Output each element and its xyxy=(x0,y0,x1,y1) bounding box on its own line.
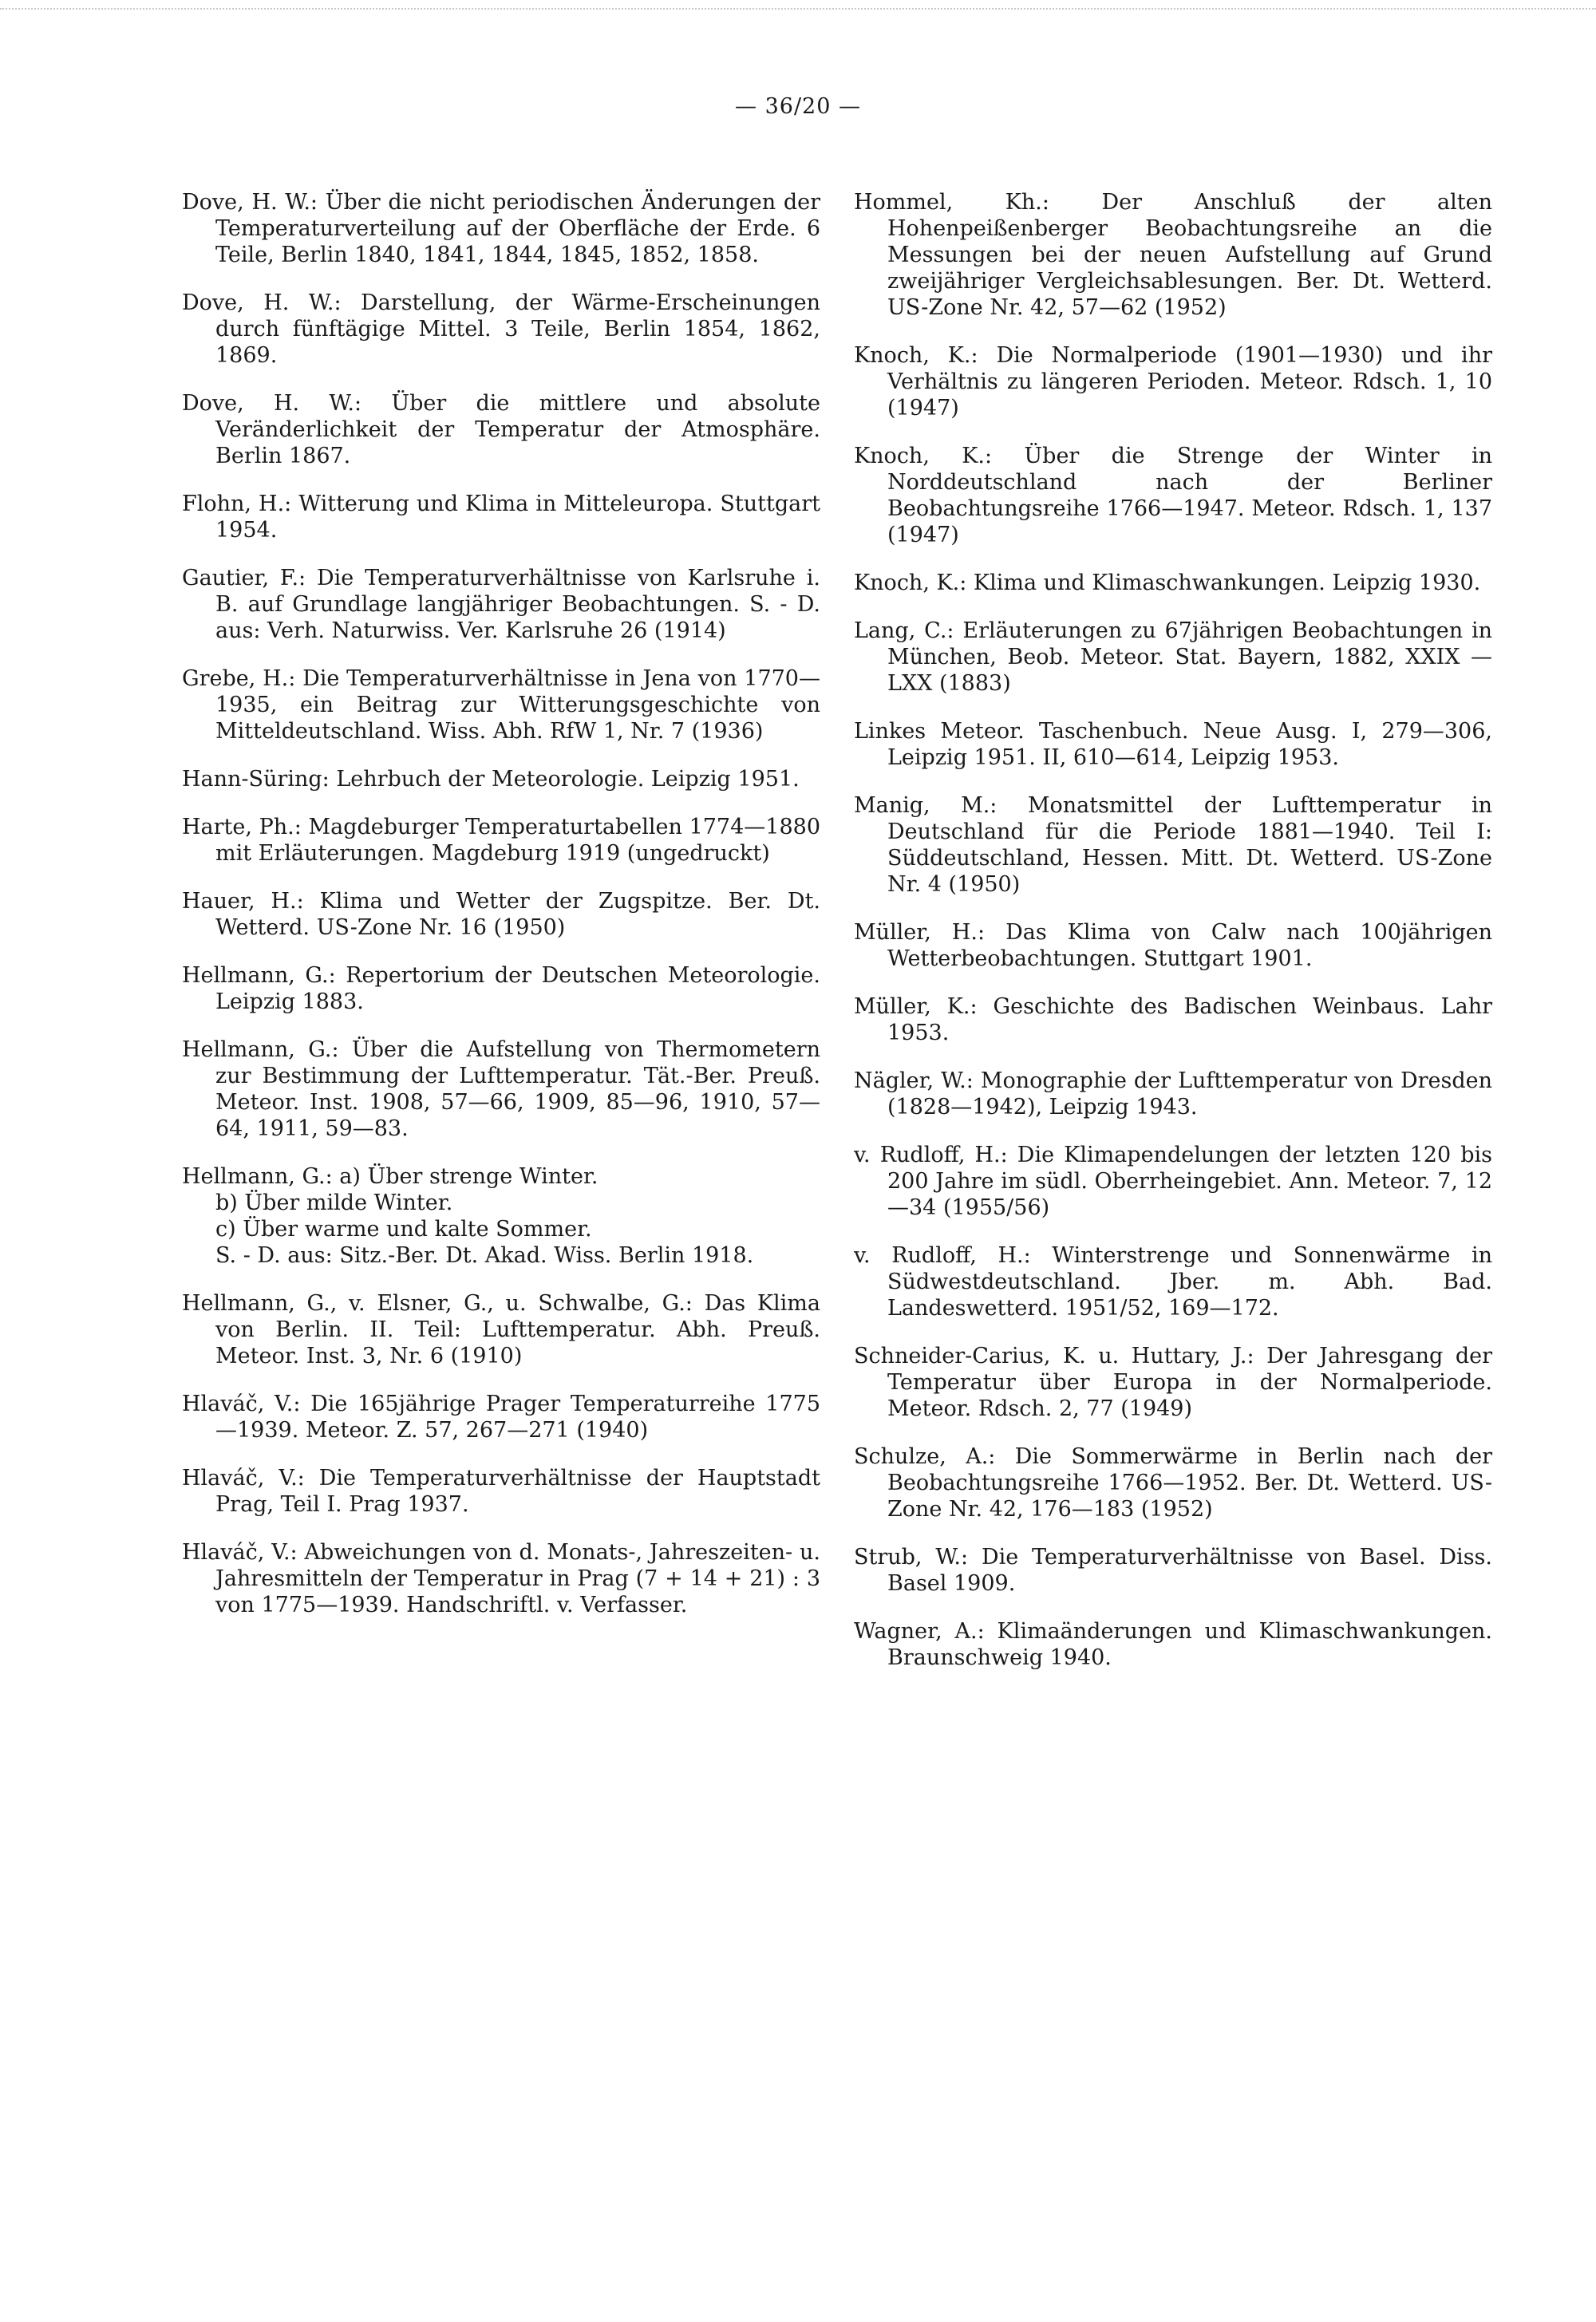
reference-entry: Müller, H.: Das Klima von Calw nach 100jährigen Wetterbeobachtungen. Stuttgart 1901. xyxy=(854,920,1492,971)
reference-entry: Hommel, Kh.: Der Anschluß der alten Hohenpeißenberger Beobachtungsreihe an die Messungen bei der neuen Aufstellung auf Grund zweijähriger Vergleichsablesungen. Ber. Dt. Wetterd. US-Zone Nr. 42, 57—62 (1952) xyxy=(854,190,1492,320)
reference-entry: Linkes Meteor. Taschenbuch. Neue Ausg. I, 279—306, Leipzig 1951. II, 610—614, Leipzig 1953. xyxy=(854,719,1492,770)
reference-entry: Gautier, F.: Die Temperaturverhältnisse von Karlsruhe i. B. auf Grundlage langjähriger Beobachtungen. S. - D. aus: Verh. Naturwiss. Ver. Karlsruhe 26 (1914) xyxy=(182,566,820,643)
reference-entry: Manig, M.: Monatsmittel der Lufttemperatur in Deutschland für die Periode 1881—1940. Teil I: Süddeutschland, Hessen. Mitt. Dt. Wetterd. US-Zone Nr. 4 (1950) xyxy=(854,793,1492,897)
reference-entry: Schulze, A.: Die Sommerwärme in Berlin nach der Beobachtungsreihe 1766—1952. Ber. Dt. Wetterd. US-Zone Nr. 42, 176—183 (1952) xyxy=(854,1444,1492,1522)
reference-entry: Müller, K.: Geschichte des Badischen Weinbaus. Lahr 1953. xyxy=(854,994,1492,1045)
reference-entry: Hellmann, G.: a) Über strenge Winter. b) Über milde Winter. c) Über warme und kalte Sommer. S. - D. aus: Sitz.-Ber. Dt. Akad. Wiss. Berlin 1918. xyxy=(182,1164,754,1268)
reference-entry: Harte, Ph.: Magdeburger Temperaturtabellen 1774—1880 mit Erläuterungen. Magdeburg 1919 (ungedruckt) xyxy=(182,815,820,866)
reference-entry: Dove, H. W.: Über die nicht periodischen Änderungen der Temperaturverteilung auf der Oberfläche der Erde. 6 Teile, Berlin 1840, 1841, 1844, 1845, 1852, 1858. xyxy=(182,190,820,267)
reference-entry: Wagner, A.: Klimaänderungen und Klimaschwankungen. Braunschweig 1940. xyxy=(854,1619,1492,1670)
reference-entry: Dove, H. W.: Über die mittlere und absolute Veränderlichkeit der Temperatur der Atmosphäre. Berlin 1867. xyxy=(182,391,820,468)
reference-entry: Grebe, H.: Die Temperaturverhältnisse in Jena von 1770—1935, ein Beitrag zur Witterungsgeschichte von Mitteldeutschland. Wiss. Abh. RfW 1, Nr. 7 (1936) xyxy=(182,666,820,744)
reference-entry: Strub, W.: Die Temperaturverhältnisse von Basel. Diss. Basel 1909. xyxy=(854,1545,1492,1596)
reference-entry: Knoch, K.: Über die Strenge der Winter in Norddeutschland nach der Berliner Beobachtungsreihe 1766—1947. Meteor. Rdsch. 1, 137 (1947) xyxy=(854,444,1492,547)
reference-entry: Hellmann, G.: Repertorium der Deutschen Meteorologie. Leipzig 1883. xyxy=(182,963,820,1014)
reference-entry: Hlaváč, V.: Die 165jährige Prager Temperaturreihe 1775—1939. Meteor. Z. 57, 267—271 (1940) xyxy=(182,1392,820,1443)
reference-entry: v. Rudloff, H.: Winterstrenge und Sonnenwärme in Südwestdeutschland. Jber. m. Abh. Bad. Landeswetterd. 1951/52, 169—172. xyxy=(854,1243,1492,1321)
top-edge-rule xyxy=(0,8,1596,10)
reference-entry: Knoch, K.: Die Normalperiode (1901—1930) und ihr Verhältnis zu längeren Perioden. Meteor. Rdsch. 1, 10 (1947) xyxy=(854,343,1492,421)
reference-entry: Hlaváč, V.: Die Temperaturverhältnisse der Hauptstadt Prag, Teil I. Prag 1937. xyxy=(182,1466,820,1517)
reference-column-left xyxy=(182,168,820,1629)
reference-entry: v. Rudloff, H.: Die Klimapendelungen der letzten 120 bis 200 Jahre im südl. Oberrheingebiet. Ann. Meteor. 7, 12—34 (1955/56) xyxy=(854,1143,1492,1220)
reference-column-right xyxy=(854,168,1492,1682)
reference-entry: Flohn, H.: Witterung und Klima in Mitteleuropa. Stuttgart 1954. xyxy=(182,492,820,543)
reference-entry: Nägler, W.: Monographie der Lufttemperatur von Dresden (1828—1942), Leipzig 1943. xyxy=(854,1068,1492,1120)
reference-entry: Hauer, H.: Klima und Wetter der Zugspitze. Ber. Dt. Wetterd. US-Zone Nr. 16 (1950) xyxy=(182,889,820,940)
reference-entry: Lang, C.: Erläuterungen zu 67jährigen Beobachtungen in München, Beob. Meteor. Stat. Bayern, 1882, XXIX —LXX (1883) xyxy=(854,618,1492,696)
reference-entry: Hlaváč, V.: Abweichungen von d. Monats-, Jahreszeiten- u. Jahresmitteln der Temperatur in Prag (7 + 14 + 21) : 3 von 1775—1939. Handschriftl. v. Verfasser. xyxy=(182,1540,820,1617)
reference-entry: Hellmann, G., v. Elsner, G., u. Schwalbe, G.: Das Klima von Berlin. II. Teil: Lufttemperatur. Abh. Preuß. Meteor. Inst. 3, Nr. 6 (1910) xyxy=(182,1291,820,1368)
reference-entry: Knoch, K.: Klima und Klimaschwankungen. Leipzig 1930. xyxy=(854,571,1481,595)
reference-entry: Hann-Süring: Lehrbuch der Meteorologie. Leipzig 1951. xyxy=(182,767,800,792)
page-number: — 36/20 — xyxy=(735,94,861,119)
reference-entry: Schneider-Carius, K. u. Huttary, J.: Der Jahresgang der Temperatur über Europa in der Normalperiode. Meteor. Rdsch. 2, 77 (1949) xyxy=(854,1344,1492,1421)
reference-entry: Hellmann, G.: Über die Aufstellung von Thermometern zur Bestimmung der Lufttemperatur. Tät.-Ber. Preuß. Meteor. Inst. 1908, 57—66, 1909, 85—96, 1910, 57—64, 1911, 59—83. xyxy=(182,1037,820,1141)
reference-entry: Dove, H. W.: Darstellung, der Wärme-Erscheinungen durch fünftägige Mittel. 3 Teile, Berlin 1854, 1862, 1869. xyxy=(182,290,820,368)
